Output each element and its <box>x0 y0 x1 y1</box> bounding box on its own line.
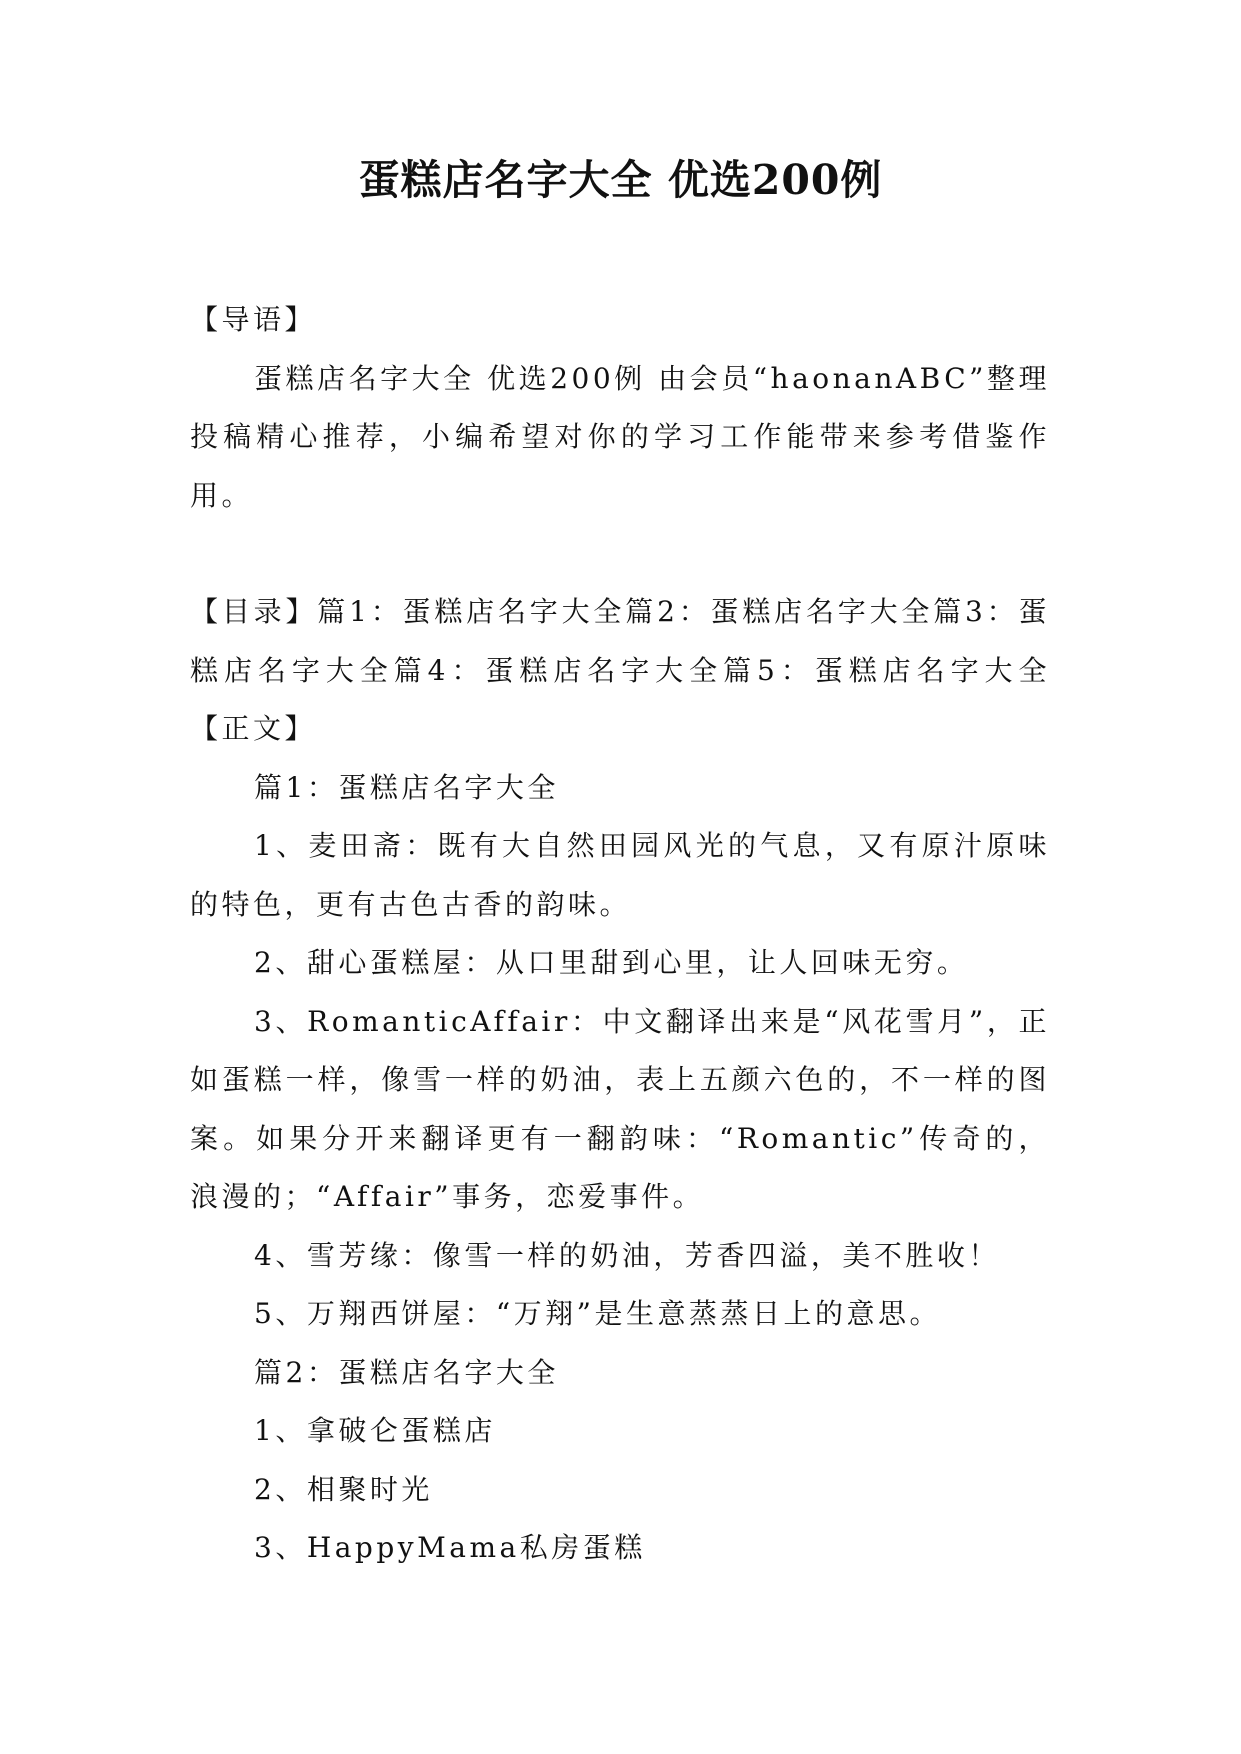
section-2-item: 3、HappyMama私房蛋糕 <box>254 1531 646 1564</box>
section-1-item: 3、RomanticAffair：中文翻译出来是“风花雪月”，正如蛋糕一样，像雪一样的奶油，表上五颜六色的，不一样的图案。如果分开来翻译更有一翻韵味：“Romantic”传奇的，浪漫的；“Affair”事务，恋爱事件。 <box>190 1004 1050 1213</box>
intro-heading: 【导语】 <box>190 303 317 336</box>
section-1-item: 4、雪芳缘：像雪一样的奶油，芳香四溢，美不胜收！ <box>254 1238 1000 1272</box>
section-2-heading: 篇2：蛋糕店名字大全 <box>254 1355 559 1389</box>
section-1-item: 5、万翔西饼屋：“万翔”是生意蒸蒸日上的意思。 <box>254 1297 941 1330</box>
document-body <box>190 291 1050 1578</box>
intro-paragraph: 蛋糕店名字大全 优选200例 由会员“haonanABC”整理投稿精心推荐，小编希望对你的学习工作能带来参考借鉴作用。 <box>190 361 1050 512</box>
section-1-item: 1、麦田斋：既有大自然田园风光的气息，又有原汁原味的特色，更有古色古香的韵味。 <box>190 829 1050 921</box>
section-1-heading: 篇1：蛋糕店名字大全 <box>254 770 559 804</box>
section-2-item: 1、拿破仑蛋糕店 <box>254 1414 496 1447</box>
table-of-contents: 【目录】篇1：蛋糕店名字大全篇2：蛋糕店名字大全篇3：蛋糕店名字大全篇4：蛋糕店名字大全篇5：蛋糕店名字大全【正文】 <box>190 595 1050 745</box>
section-2-item: 2、相聚时光 <box>254 1472 433 1506</box>
paragraph-spacer <box>190 525 1050 583</box>
section-1-item: 2、甜心蛋糕屋：从口里甜到心里，让人回味无穷。 <box>254 946 969 979</box>
document-title: 蛋糕店名字大全 优选200例 <box>358 156 883 204</box>
